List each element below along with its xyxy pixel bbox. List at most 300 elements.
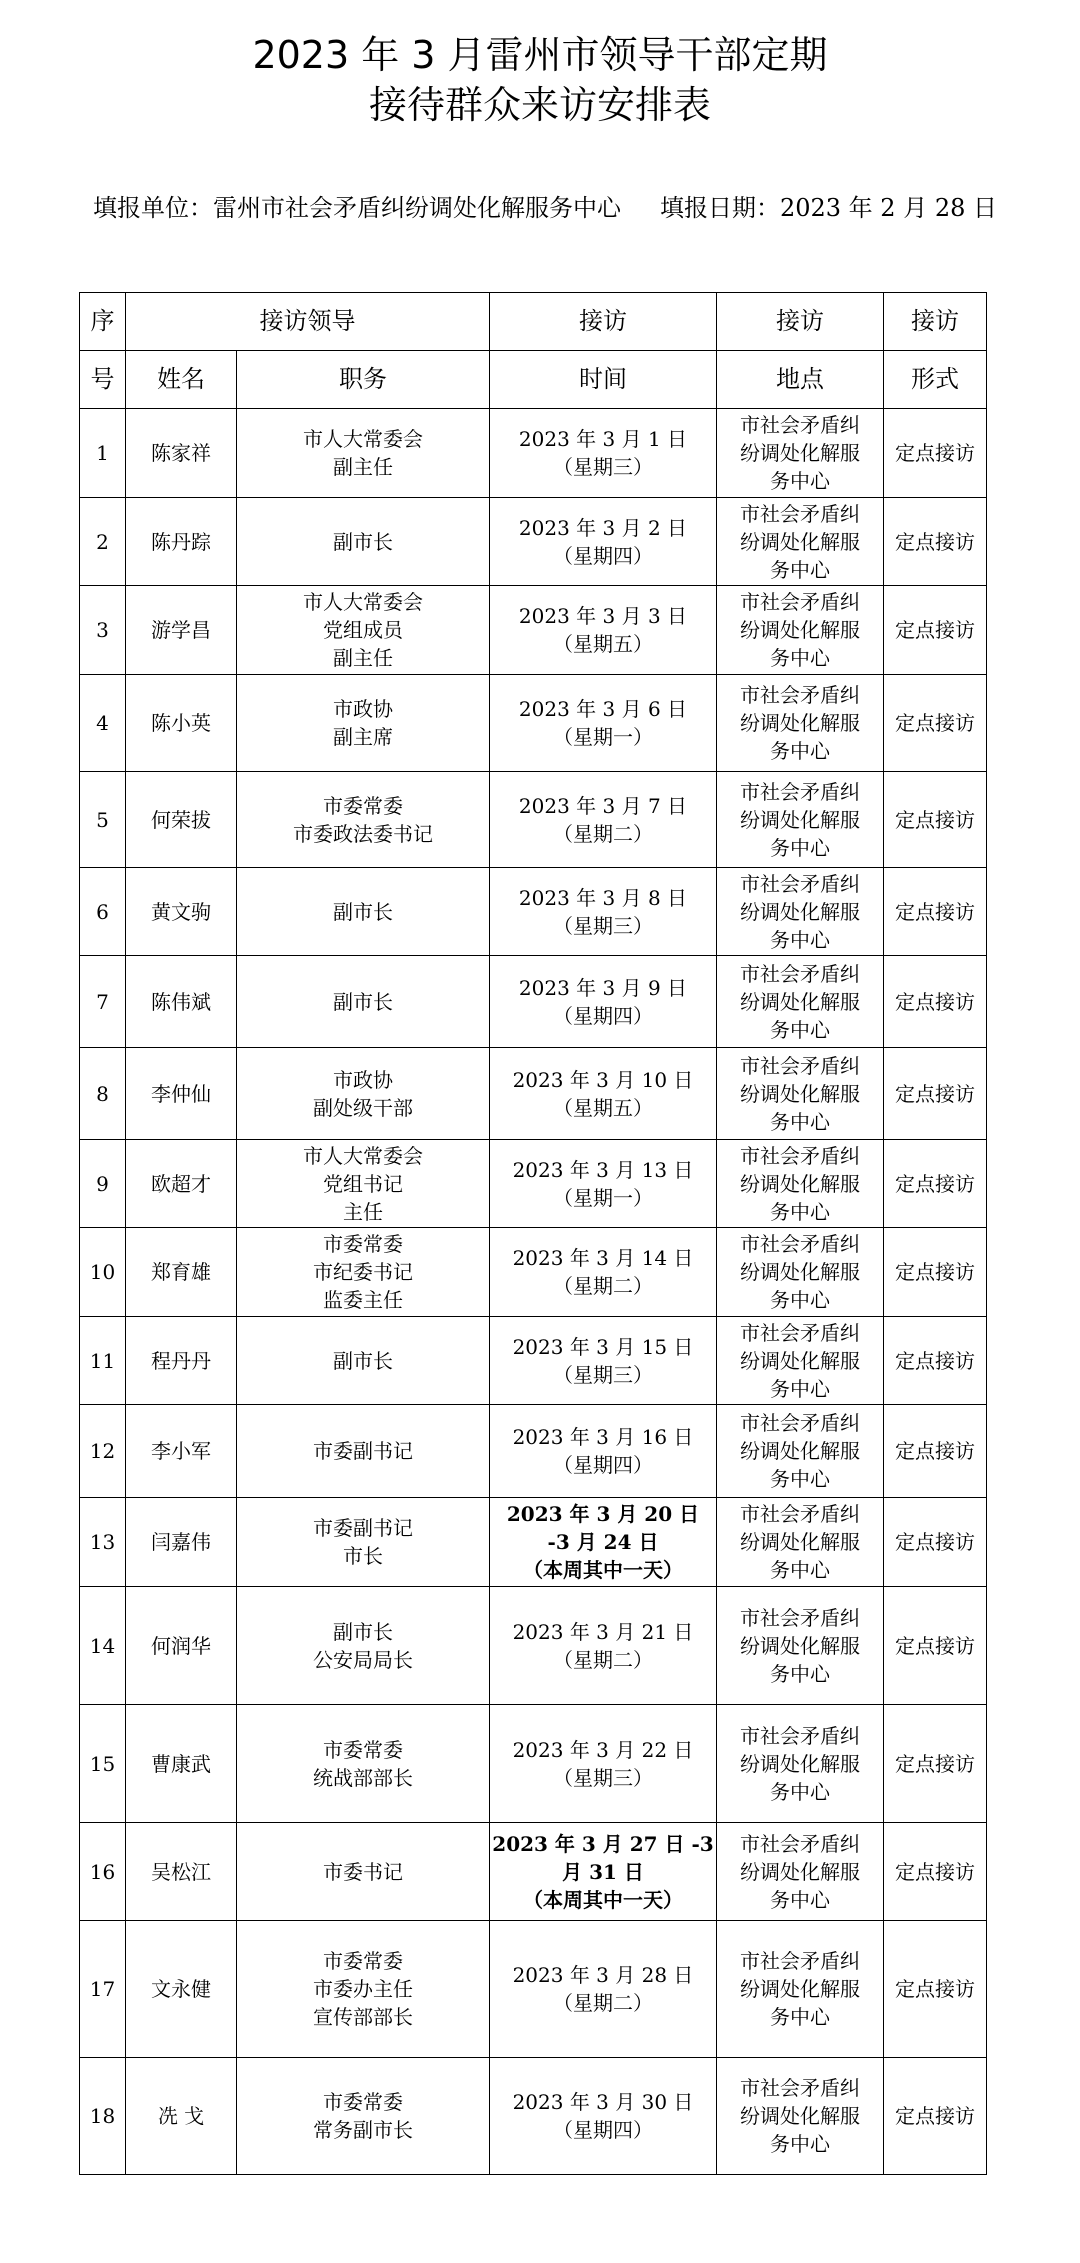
visit-time-cell — [490, 1048, 717, 1140]
visit-time-cell — [490, 586, 717, 675]
visit-time-cell — [490, 868, 717, 956]
visit-place-cell — [717, 586, 884, 675]
visit-place-cell-line: 纷调处化解服 — [740, 2104, 860, 2128]
visit-time-cell-line: 2023 年 3 月 8 日 — [518, 885, 688, 910]
visit-place-cell-line: 纷调处化解服 — [740, 618, 860, 642]
leader-position-cell — [237, 1823, 490, 1921]
seq-cell-text: 18 — [89, 2104, 116, 2128]
leader-position-cell-line: 副市长 — [333, 529, 393, 554]
table-row — [80, 1498, 987, 1587]
table-row — [80, 1405, 987, 1498]
seq-cell-text: 4 — [96, 711, 109, 735]
visit-place-cell-line: 纷调处化解服 — [740, 1439, 860, 1463]
visit-time-cell-line: 月 31 日 — [562, 1859, 644, 1884]
table-row — [80, 1823, 987, 1921]
leader-name-cell-text: 欧超才 — [151, 1171, 211, 1196]
visit-time-cell — [490, 956, 717, 1048]
visit-time-cell — [490, 1405, 717, 1498]
visit-place-cell-line: 纷调处化解服 — [740, 711, 860, 735]
leader-position-cell-line: 副市长 — [333, 1619, 393, 1644]
seq-cell — [80, 1587, 126, 1705]
visit-form-cell — [884, 1823, 987, 1921]
leader-position-cell-line: 党组成员 — [323, 618, 403, 642]
visit-time-cell-line: （星期一） — [553, 1185, 653, 1210]
visit-form-cell — [884, 1705, 987, 1823]
visit-form-cell-text: 定点接访 — [895, 1530, 975, 1554]
table-row — [80, 1921, 987, 2058]
seq-cell-text: 6 — [96, 899, 109, 924]
visit-form-cell — [884, 772, 987, 868]
visit-time-cell — [490, 409, 717, 498]
document-title-line1: 2023 年 3 月雷州市领导干部定期 — [252, 33, 828, 77]
leader-name-cell — [126, 1705, 237, 1823]
leader-position-cell-line: 副市长 — [333, 989, 393, 1014]
visit-place-cell-line: 市社会矛盾纠 — [740, 683, 860, 707]
visit-place-cell-line: 市社会矛盾纠 — [740, 501, 860, 526]
visit-form-cell — [884, 1405, 987, 1498]
visit-time-cell — [490, 675, 717, 772]
header-time-top: 接访 — [490, 293, 717, 351]
visit-place-cell-line: 纷调处化解服 — [740, 1530, 860, 1554]
leader-position-cell — [237, 1140, 490, 1228]
seq-cell-text: 13 — [89, 1530, 116, 1554]
visit-form-cell-text: 定点接访 — [895, 989, 975, 1014]
visit-time-cell-line: （星期四） — [553, 543, 653, 568]
seq-cell — [80, 1705, 126, 1823]
leader-name-cell-text: 郑育雄 — [151, 1260, 211, 1284]
visit-time-cell — [490, 1140, 717, 1228]
visit-form-cell-text: 定点接访 — [895, 807, 975, 832]
leader-position-cell — [237, 498, 490, 586]
leader-position-cell — [237, 409, 490, 498]
header-place-top: 接访 — [717, 293, 884, 351]
visit-place-cell-line: 市社会矛盾纠 — [740, 1232, 860, 1256]
seq-cell — [80, 675, 126, 772]
leader-name-cell — [126, 1228, 237, 1317]
visit-time-cell — [490, 1705, 717, 1823]
header-place-bottom: 地点 — [717, 351, 884, 409]
leader-name-cell-text: 吴松江 — [151, 1859, 211, 1884]
table-row — [80, 1228, 987, 1317]
visit-place-cell — [717, 1705, 884, 1823]
visit-time-cell-line: 2023 年 3 月 1 日 — [518, 427, 688, 451]
visit-form-cell-text: 定点接访 — [895, 1348, 975, 1373]
leader-position-cell-line: 市委常委 — [323, 1232, 403, 1256]
leader-position-cell-line: 市委书记 — [323, 1859, 403, 1884]
leader-position-cell-line: 市委政法委书记 — [293, 821, 433, 846]
leader-position-cell-line: 市政协 — [333, 1067, 393, 1092]
leader-position-cell-line: 宣传部部长 — [313, 2005, 413, 2029]
visit-place-cell — [717, 1587, 884, 1705]
leader-position-cell-line: 市委常委 — [323, 2090, 403, 2114]
visit-place-cell-line: 纷调处化解服 — [740, 1171, 860, 1196]
table-row — [80, 868, 987, 956]
visit-form-cell — [884, 868, 987, 956]
leader-name-cell-text: 陈丹踪 — [151, 529, 211, 554]
visit-place-cell — [717, 498, 884, 586]
visit-time-cell-line: 2023 年 3 月 7 日 — [518, 793, 688, 818]
visit-form-cell-text: 定点接访 — [895, 711, 975, 735]
leader-position-cell-line: 副处级干部 — [313, 1095, 413, 1120]
seq-cell-text: 9 — [96, 1171, 109, 1196]
leader-position-cell-line: 市纪委书记 — [313, 1260, 413, 1284]
leader-name-cell — [126, 1921, 237, 2058]
leader-position-cell — [237, 2058, 490, 2175]
visit-time-cell-line: 2023 年 3 月 21 日 — [512, 1619, 694, 1644]
reporting-date: 填报日期：2023 年 2 月 28 日 — [659, 194, 997, 222]
visit-place-cell — [717, 409, 884, 498]
seq-cell — [80, 498, 126, 586]
leader-position-cell-line: 统战部部长 — [313, 1765, 413, 1790]
header-leader: 接访领导 — [126, 293, 490, 351]
visit-form-cell — [884, 1921, 987, 2058]
visit-place-cell-line: 市社会矛盾纠 — [740, 961, 860, 986]
leader-name-cell — [126, 956, 237, 1048]
leader-position-cell — [237, 1405, 490, 1498]
visit-time-cell-line: （星期三） — [553, 455, 653, 479]
leader-name-cell-text: 李小军 — [151, 1439, 211, 1463]
visit-form-cell-text: 定点接访 — [895, 529, 975, 554]
visit-form-cell — [884, 675, 987, 772]
visit-time-cell-line: 2023 年 3 月 28 日 — [512, 1963, 694, 1987]
table-row — [80, 586, 987, 675]
leader-name-cell — [126, 2058, 237, 2175]
visit-place-cell-line: 务中心 — [770, 739, 830, 763]
visit-time-cell — [490, 1317, 717, 1405]
seq-cell-text: 3 — [96, 618, 109, 642]
leader-position-cell-line: 副主任 — [333, 646, 393, 670]
leader-position-cell-line: 市委办主任 — [313, 1977, 413, 2001]
leader-position-cell — [237, 1317, 490, 1405]
leader-name-cell-text: 李仲仙 — [151, 1081, 211, 1106]
visit-time-cell-line: 2023 年 3 月 10 日 — [512, 1067, 694, 1092]
leader-name-cell-text: 何荣拔 — [151, 807, 211, 832]
seq-cell-text: 1 — [96, 441, 109, 465]
visit-form-cell-text: 定点接访 — [895, 1977, 975, 2001]
visit-place-cell-line: 纷调处化解服 — [740, 1977, 860, 2001]
visit-place-cell — [717, 1140, 884, 1228]
visit-place-cell-line: 市社会矛盾纠 — [740, 413, 860, 437]
visit-form-cell-text: 定点接访 — [895, 441, 975, 465]
header-seq-bottom: 号 — [80, 351, 126, 409]
visit-place-cell-line: 市社会矛盾纠 — [740, 1605, 860, 1630]
seq-cell — [80, 1823, 126, 1921]
visit-place-cell-line: 务中心 — [770, 1017, 830, 1042]
visit-form-cell — [884, 1228, 987, 1317]
visit-time-cell — [490, 772, 717, 868]
seq-cell — [80, 1921, 126, 2058]
header-seq-top: 序 — [80, 293, 126, 351]
visit-time-cell-line: 2023 年 3 月 9 日 — [518, 975, 688, 1000]
reception-schedule-table — [79, 292, 987, 2175]
visit-form-cell — [884, 1048, 987, 1140]
leader-position-cell — [237, 1587, 490, 1705]
visit-place-cell-line: 纷调处化解服 — [740, 989, 860, 1014]
header-name: 姓名 — [126, 351, 237, 409]
visit-place-cell-line: 纷调处化解服 — [740, 1751, 860, 1776]
visit-time-cell-line: 2023 年 3 月 2 日 — [518, 515, 688, 540]
visit-form-cell — [884, 1498, 987, 1587]
seq-cell — [80, 1140, 126, 1228]
seq-cell-text: 11 — [89, 1348, 116, 1373]
leader-name-cell-text: 何润华 — [151, 1633, 211, 1658]
visit-time-cell-line: （本周其中一天） — [523, 1887, 683, 1912]
visit-place-cell-line: 纷调处化解服 — [740, 1859, 860, 1884]
visit-form-cell-text: 定点接访 — [895, 1633, 975, 1658]
visit-time-cell-line: （星期二） — [553, 1274, 653, 1298]
visit-form-cell-text: 定点接访 — [895, 1081, 975, 1106]
leader-position-cell-line: 市人大常委会 — [303, 427, 423, 451]
seq-cell-text: 8 — [96, 1081, 109, 1106]
header-form-bottom: 形式 — [884, 351, 987, 409]
leader-position-cell-line: 市委常委 — [323, 793, 403, 818]
visit-time-cell-line: 2023 年 3 月 6 日 — [518, 697, 688, 721]
visit-place-cell — [717, 1048, 884, 1140]
leader-position-cell — [237, 868, 490, 956]
leader-name-cell — [126, 1823, 237, 1921]
visit-time-cell — [490, 1587, 717, 1705]
leader-name-cell-text: 冼 戈 — [157, 2104, 205, 2128]
leader-name-cell — [126, 1587, 237, 1705]
table-body — [80, 409, 987, 2175]
leader-name-cell — [126, 498, 237, 586]
leader-position-cell-line: 公安局局长 — [313, 1647, 413, 1672]
header-time-bottom: 时间 — [490, 351, 717, 409]
leader-position-cell — [237, 772, 490, 868]
leader-position-cell-line: 副市长 — [333, 1348, 393, 1373]
leader-name-cell — [126, 772, 237, 868]
visit-place-cell — [717, 868, 884, 956]
leader-position-cell — [237, 1498, 490, 1587]
leader-position-cell-line: 副主席 — [333, 725, 393, 749]
table-row — [80, 772, 987, 868]
visit-time-cell-line: （星期三） — [553, 913, 653, 938]
visit-place-cell-line: 市社会矛盾纠 — [740, 1143, 860, 1168]
leader-position-cell-line: 副主任 — [333, 455, 393, 479]
visit-place-cell — [717, 2058, 884, 2175]
visit-place-cell-line: 务中心 — [770, 835, 830, 860]
visit-form-cell — [884, 1317, 987, 1405]
visit-time-cell-line: （星期五） — [553, 632, 653, 656]
visit-place-cell-line: 市社会矛盾纠 — [740, 871, 860, 896]
visit-place-cell-line: 纷调处化解服 — [740, 1633, 860, 1658]
visit-place-cell-line: 务中心 — [770, 1467, 830, 1491]
table-row — [80, 1048, 987, 1140]
leader-name-cell-text: 曹康武 — [151, 1751, 211, 1776]
visit-form-cell — [884, 2058, 987, 2175]
table-row — [80, 2058, 987, 2175]
leader-name-cell-text: 文永健 — [151, 1977, 211, 2001]
visit-place-cell-line: 市社会矛盾纠 — [740, 1502, 860, 1526]
visit-place-cell-line: 市社会矛盾纠 — [740, 1949, 860, 1973]
leader-name-cell — [126, 1405, 237, 1498]
visit-place-cell-line: 市社会矛盾纠 — [740, 590, 860, 614]
visit-form-cell-text: 定点接访 — [895, 618, 975, 642]
seq-cell — [80, 2058, 126, 2175]
leader-position-cell-line: 市政协 — [333, 697, 393, 721]
leader-position-cell-line: 党组书记 — [323, 1171, 403, 1196]
visit-time-cell-line: 2023 年 3 月 20 日 — [506, 1502, 700, 1526]
leader-name-cell-text: 陈伟斌 — [151, 989, 211, 1014]
visit-time-cell — [490, 2058, 717, 2175]
visit-place-cell — [717, 1823, 884, 1921]
seq-cell — [80, 868, 126, 956]
visit-time-cell-line: （星期三） — [553, 1765, 653, 1790]
leader-name-cell-text: 闫嘉伟 — [151, 1530, 211, 1554]
leader-position-cell — [237, 956, 490, 1048]
visit-form-cell-text: 定点接访 — [895, 2104, 975, 2128]
leader-position-cell — [237, 1705, 490, 1823]
visit-place-cell-line: 务中心 — [770, 2005, 830, 2029]
leader-position-cell-line: 市人大常委会 — [303, 590, 423, 614]
visit-place-cell — [717, 1498, 884, 1587]
table-row — [80, 956, 987, 1048]
visit-form-cell — [884, 498, 987, 586]
leader-position-cell-line: 市委常委 — [323, 1949, 403, 1973]
visit-time-cell-line: （星期一） — [553, 725, 653, 749]
visit-time-cell-line: 2023 年 3 月 14 日 — [512, 1246, 694, 1270]
seq-cell — [80, 1048, 126, 1140]
leader-name-cell-text: 游学昌 — [151, 618, 211, 642]
seq-cell-text: 17 — [89, 1977, 116, 2001]
leader-position-cell-line: 市长 — [343, 1544, 383, 1568]
visit-time-cell — [490, 1823, 717, 1921]
seq-cell-text: 16 — [89, 1859, 116, 1884]
leader-name-cell — [126, 1140, 237, 1228]
leader-name-cell — [126, 409, 237, 498]
seq-cell — [80, 586, 126, 675]
document-title-line2: 接待群众来访安排表 — [368, 83, 711, 127]
visit-time-cell-line: 2023 年 3 月 15 日 — [512, 1334, 694, 1359]
leader-name-cell — [126, 1317, 237, 1405]
visit-place-cell-line: 务中心 — [770, 1109, 830, 1134]
seq-cell-text: 10 — [89, 1260, 116, 1284]
leader-name-cell-text: 黄文驹 — [151, 899, 211, 924]
seq-cell — [80, 1498, 126, 1587]
visit-time-cell-line: 2023 年 3 月 16 日 — [512, 1425, 694, 1449]
leader-name-cell — [126, 1048, 237, 1140]
leader-name-cell — [126, 868, 237, 956]
visit-place-cell-line: 务中心 — [770, 1661, 830, 1686]
seq-cell-text: 5 — [96, 807, 109, 832]
seq-cell — [80, 1405, 126, 1498]
visit-time-cell-line: 2023 年 3 月 3 日 — [518, 604, 688, 628]
visit-place-cell-line: 市社会矛盾纠 — [740, 779, 860, 804]
leader-position-cell-line: 市委副书记 — [313, 1516, 413, 1540]
visit-time-cell-line: 2023 年 3 月 30 日 — [512, 2090, 694, 2114]
visit-place-cell-line: 务中心 — [770, 1779, 830, 1804]
leader-name-cell-text: 程丹丹 — [151, 1348, 211, 1373]
visit-time-cell-line: （星期三） — [553, 1362, 653, 1387]
visit-place-cell-line: 纷调处化解服 — [740, 1348, 860, 1373]
table-row — [80, 1705, 987, 1823]
visit-place-cell-line: 市社会矛盾纠 — [740, 1411, 860, 1435]
visit-place-cell — [717, 1317, 884, 1405]
visit-time-cell-line: （本周其中一天） — [523, 1558, 683, 1582]
leader-name-cell — [126, 675, 237, 772]
seq-cell — [80, 1228, 126, 1317]
seq-cell-text: 12 — [89, 1439, 116, 1463]
visit-place-cell-line: 务中心 — [770, 557, 830, 582]
visit-time-cell-line: （星期四） — [553, 1453, 653, 1477]
visit-place-cell-line: 纷调处化解服 — [740, 1081, 860, 1106]
seq-cell — [80, 956, 126, 1048]
leader-position-cell — [237, 1228, 490, 1317]
leader-position-cell — [237, 675, 490, 772]
visit-place-cell-line: 务中心 — [770, 646, 830, 670]
header-position: 职务 — [237, 351, 490, 409]
seq-cell — [80, 1317, 126, 1405]
seq-cell-text: 15 — [89, 1751, 116, 1776]
visit-time-cell-line: （星期二） — [553, 821, 653, 846]
visit-place-cell — [717, 1405, 884, 1498]
visit-form-cell — [884, 956, 987, 1048]
visit-form-cell-text: 定点接访 — [895, 1260, 975, 1284]
visit-place-cell — [717, 956, 884, 1048]
leader-position-cell-line: 常务副市长 — [313, 2118, 413, 2142]
visit-time-cell-line: （星期四） — [553, 1003, 653, 1028]
leader-position-cell-line: 市委副书记 — [313, 1439, 413, 1463]
visit-place-cell-line: 纷调处化解服 — [740, 807, 860, 832]
visit-time-cell — [490, 498, 717, 586]
visit-time-cell — [490, 1921, 717, 2058]
visit-place-cell-line: 市社会矛盾纠 — [740, 2076, 860, 2100]
visit-form-cell — [884, 409, 987, 498]
seq-cell-text: 7 — [96, 989, 109, 1014]
visit-time-cell-line: （星期四） — [553, 2118, 653, 2142]
visit-time-cell — [490, 1228, 717, 1317]
visit-form-cell-text: 定点接访 — [895, 1439, 975, 1463]
visit-place-cell-line: 市社会矛盾纠 — [740, 1053, 860, 1078]
visit-time-cell-line: （星期二） — [553, 1647, 653, 1672]
reporting-unit: 填报单位：雷州市社会矛盾纠纷调处化解服务中心 — [93, 194, 621, 222]
visit-time-cell-line: （星期二） — [553, 1991, 653, 2015]
visit-time-cell-line: （星期五） — [553, 1095, 653, 1120]
visit-place-cell-line: 市社会矛盾纠 — [740, 1723, 860, 1748]
visit-place-cell-line: 市社会矛盾纠 — [740, 1831, 860, 1856]
visit-place-cell-line: 纷调处化解服 — [740, 529, 860, 554]
leader-name-cell-text: 陈小英 — [151, 711, 211, 735]
visit-place-cell — [717, 1921, 884, 2058]
visit-place-cell-line: 纷调处化解服 — [740, 441, 860, 465]
leader-position-cell — [237, 586, 490, 675]
table-row — [80, 409, 987, 498]
table-row — [80, 498, 987, 586]
visit-place-cell-line: 务中心 — [770, 469, 830, 493]
visit-form-cell-text: 定点接访 — [895, 1171, 975, 1196]
visit-form-cell-text: 定点接访 — [895, 899, 975, 924]
header-form-top: 接访 — [884, 293, 987, 351]
visit-form-cell — [884, 1140, 987, 1228]
table-row — [80, 1140, 987, 1228]
leader-position-cell-line: 市委常委 — [323, 1737, 403, 1762]
leader-position-cell-line: 主任 — [343, 1199, 383, 1224]
visit-place-cell-line: 务中心 — [770, 1558, 830, 1582]
leader-position-cell-line: 监委主任 — [323, 1288, 403, 1312]
visit-time-cell-line: -3 月 24 日 — [547, 1530, 659, 1554]
visit-place-cell-line: 务中心 — [770, 1376, 830, 1401]
leader-name-cell-text: 陈家祥 — [151, 441, 211, 465]
visit-place-cell-line: 务中心 — [770, 927, 830, 952]
seq-cell — [80, 772, 126, 868]
visit-place-cell-line: 市社会矛盾纠 — [740, 1320, 860, 1345]
visit-time-cell-line: 2023 年 3 月 27 日 -3 — [492, 1831, 714, 1856]
leader-name-cell — [126, 586, 237, 675]
visit-place-cell — [717, 772, 884, 868]
visit-form-cell-text: 定点接访 — [895, 1859, 975, 1884]
table-row — [80, 1587, 987, 1705]
visit-place-cell-line: 务中心 — [770, 2132, 830, 2156]
